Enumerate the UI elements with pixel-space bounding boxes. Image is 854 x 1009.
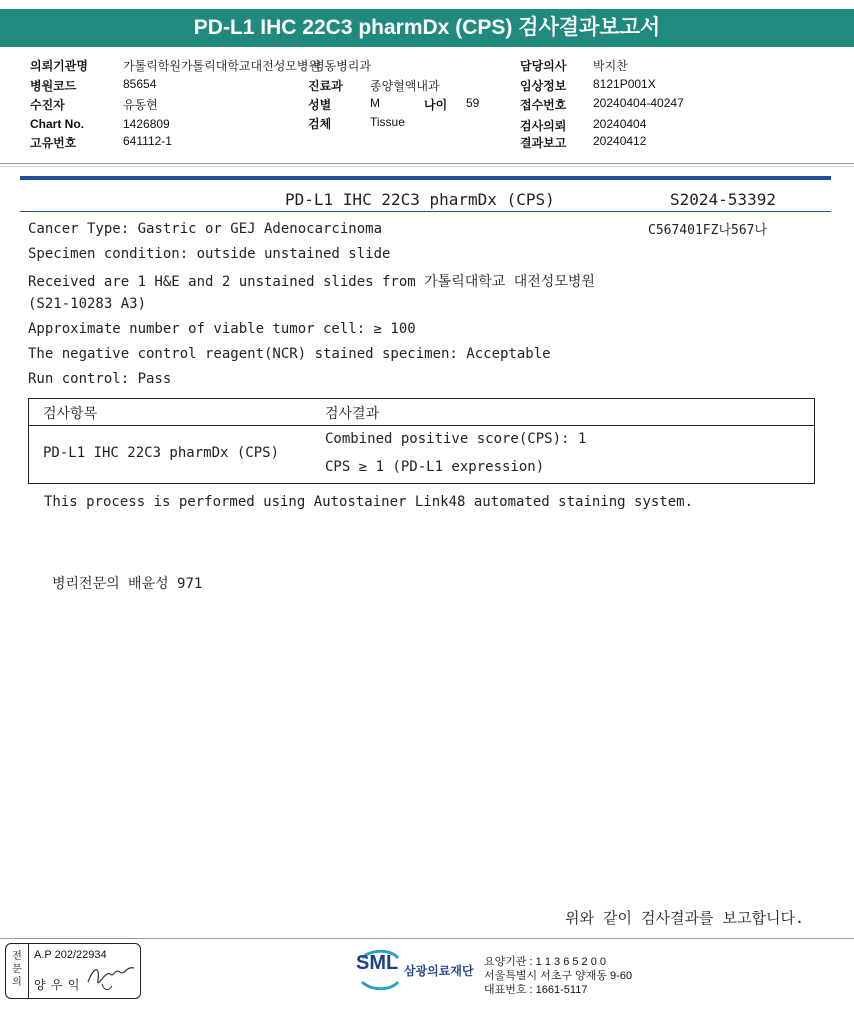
body-line: Approximate number of viable tumor cell: ≥ 100 bbox=[28, 321, 416, 337]
sex-label: 성별 bbox=[308, 98, 332, 112]
age-label: 나이 bbox=[424, 98, 448, 112]
hospital-code-value: 85654 bbox=[123, 77, 157, 91]
table-result-line: CPS ≥ 1 (PD-L1 expression) bbox=[325, 459, 545, 475]
unique-number-label: 고유번호 bbox=[30, 136, 77, 150]
doctor-label: 담당의사 bbox=[520, 59, 567, 73]
org-code: 요양기관 : 1 1 3 6 5 2 0 0 bbox=[484, 956, 607, 968]
case-number: S2024-53392 bbox=[670, 190, 776, 209]
process-note: This process is performed using Autostainer Link48 automated staining system. bbox=[44, 494, 694, 510]
table-item: PD-L1 IHC 22C3 pharmDx (CPS) bbox=[43, 445, 280, 461]
section-rule-bottom bbox=[20, 211, 831, 212]
stamp-name: 양 우 익 bbox=[34, 978, 81, 992]
doctor-value: 박지찬 bbox=[593, 59, 628, 73]
unique-number-value: 641112-1 bbox=[123, 134, 172, 148]
footer-divider bbox=[0, 938, 854, 939]
specimen-value: Tissue bbox=[370, 115, 405, 129]
report-date-label: 결과보고 bbox=[520, 136, 567, 150]
request-date-label: 검사의뢰 bbox=[520, 119, 567, 133]
pathologist-stamp bbox=[5, 943, 141, 999]
logo-name: 삼광의료재단 bbox=[404, 964, 474, 978]
body-line: The negative control reagent(NCR) stained specimen: Acceptable bbox=[28, 346, 551, 362]
stamp-divider bbox=[28, 944, 29, 998]
stamp-vertical-label bbox=[10, 950, 24, 989]
stamp-char: 문 bbox=[12, 964, 22, 975]
body-line: Specimen condition: outside unstained slide bbox=[28, 246, 391, 262]
table-header-result: 검사결과 bbox=[325, 406, 380, 422]
pathologist: 병리전문의 배윤성 971 bbox=[52, 576, 203, 592]
hospital-code-label: 병원코드 bbox=[30, 79, 77, 93]
body-line: (S21-10283 A3) bbox=[28, 296, 147, 312]
chart-number-label: Chart No. bbox=[30, 117, 84, 131]
test-title: PD-L1 IHC 22C3 pharmDx (CPS) bbox=[285, 190, 555, 209]
address: 서울특별시 서초구 양재동 9-60 bbox=[484, 970, 633, 982]
clinic-label: 진료과 bbox=[308, 79, 343, 93]
clinical-info-label: 임상정보 bbox=[520, 79, 567, 93]
body-line: Cancer Type: Gastric or GEJ Adenocarcinoma bbox=[28, 221, 383, 237]
patient-label: 수진자 bbox=[30, 98, 65, 112]
stamp-char: 전 bbox=[12, 951, 22, 962]
table-divider bbox=[29, 425, 814, 426]
report-date-value: 20240412 bbox=[593, 134, 647, 148]
header-divider-secondary bbox=[0, 166, 854, 167]
institution-value: 가톨릭학원가톨릭대학교대전성모병원 bbox=[123, 59, 321, 73]
body-line: Received are 1 H&E and 2 unstained slides from 가톨릭대학교 대전성모병원 bbox=[28, 274, 595, 290]
receipt-number-value: 20240404-40247 bbox=[593, 96, 684, 110]
receipt-number-label: 접수번호 bbox=[520, 98, 567, 112]
report-title: PD-L1 IHC 22C3 pharmDx (CPS) 검사결과보고서 bbox=[0, 9, 854, 47]
sub-code: C567401FZ나567나 bbox=[648, 223, 768, 238]
request-date-value: 20240404 bbox=[593, 117, 647, 131]
chart-number-value: 1426809 bbox=[123, 117, 170, 131]
signature-icon bbox=[84, 960, 138, 994]
table-result-line: Combined positive score(CPS): 1 bbox=[325, 431, 587, 447]
stamp-license: A.P 202/22934 bbox=[34, 949, 107, 961]
section-rule-top bbox=[20, 176, 831, 180]
table-header-item: 검사항목 bbox=[43, 406, 98, 422]
specimen-label: 검체 bbox=[308, 117, 332, 131]
stamp-char: 의 bbox=[12, 977, 22, 988]
patient-value: 유동현 bbox=[123, 98, 158, 112]
closing-statement: 위와 같이 검사결과를 보고합니다. bbox=[565, 909, 804, 927]
institution-label: 의뢰기관명 bbox=[30, 59, 88, 73]
age-value: 59 bbox=[466, 96, 480, 110]
result-table bbox=[28, 398, 815, 484]
department-value: 병동병리과 bbox=[313, 59, 371, 73]
body-line: Run control: Pass bbox=[28, 371, 172, 387]
header-divider bbox=[0, 163, 854, 164]
clinical-info-value: 8121P001X bbox=[593, 77, 656, 91]
clinic-value: 종양혈액내과 bbox=[370, 79, 440, 93]
sex-value: M bbox=[370, 96, 380, 110]
phone: 대표번호 : 1661-5117 bbox=[484, 984, 588, 996]
logo-mark: SML bbox=[356, 952, 399, 974]
